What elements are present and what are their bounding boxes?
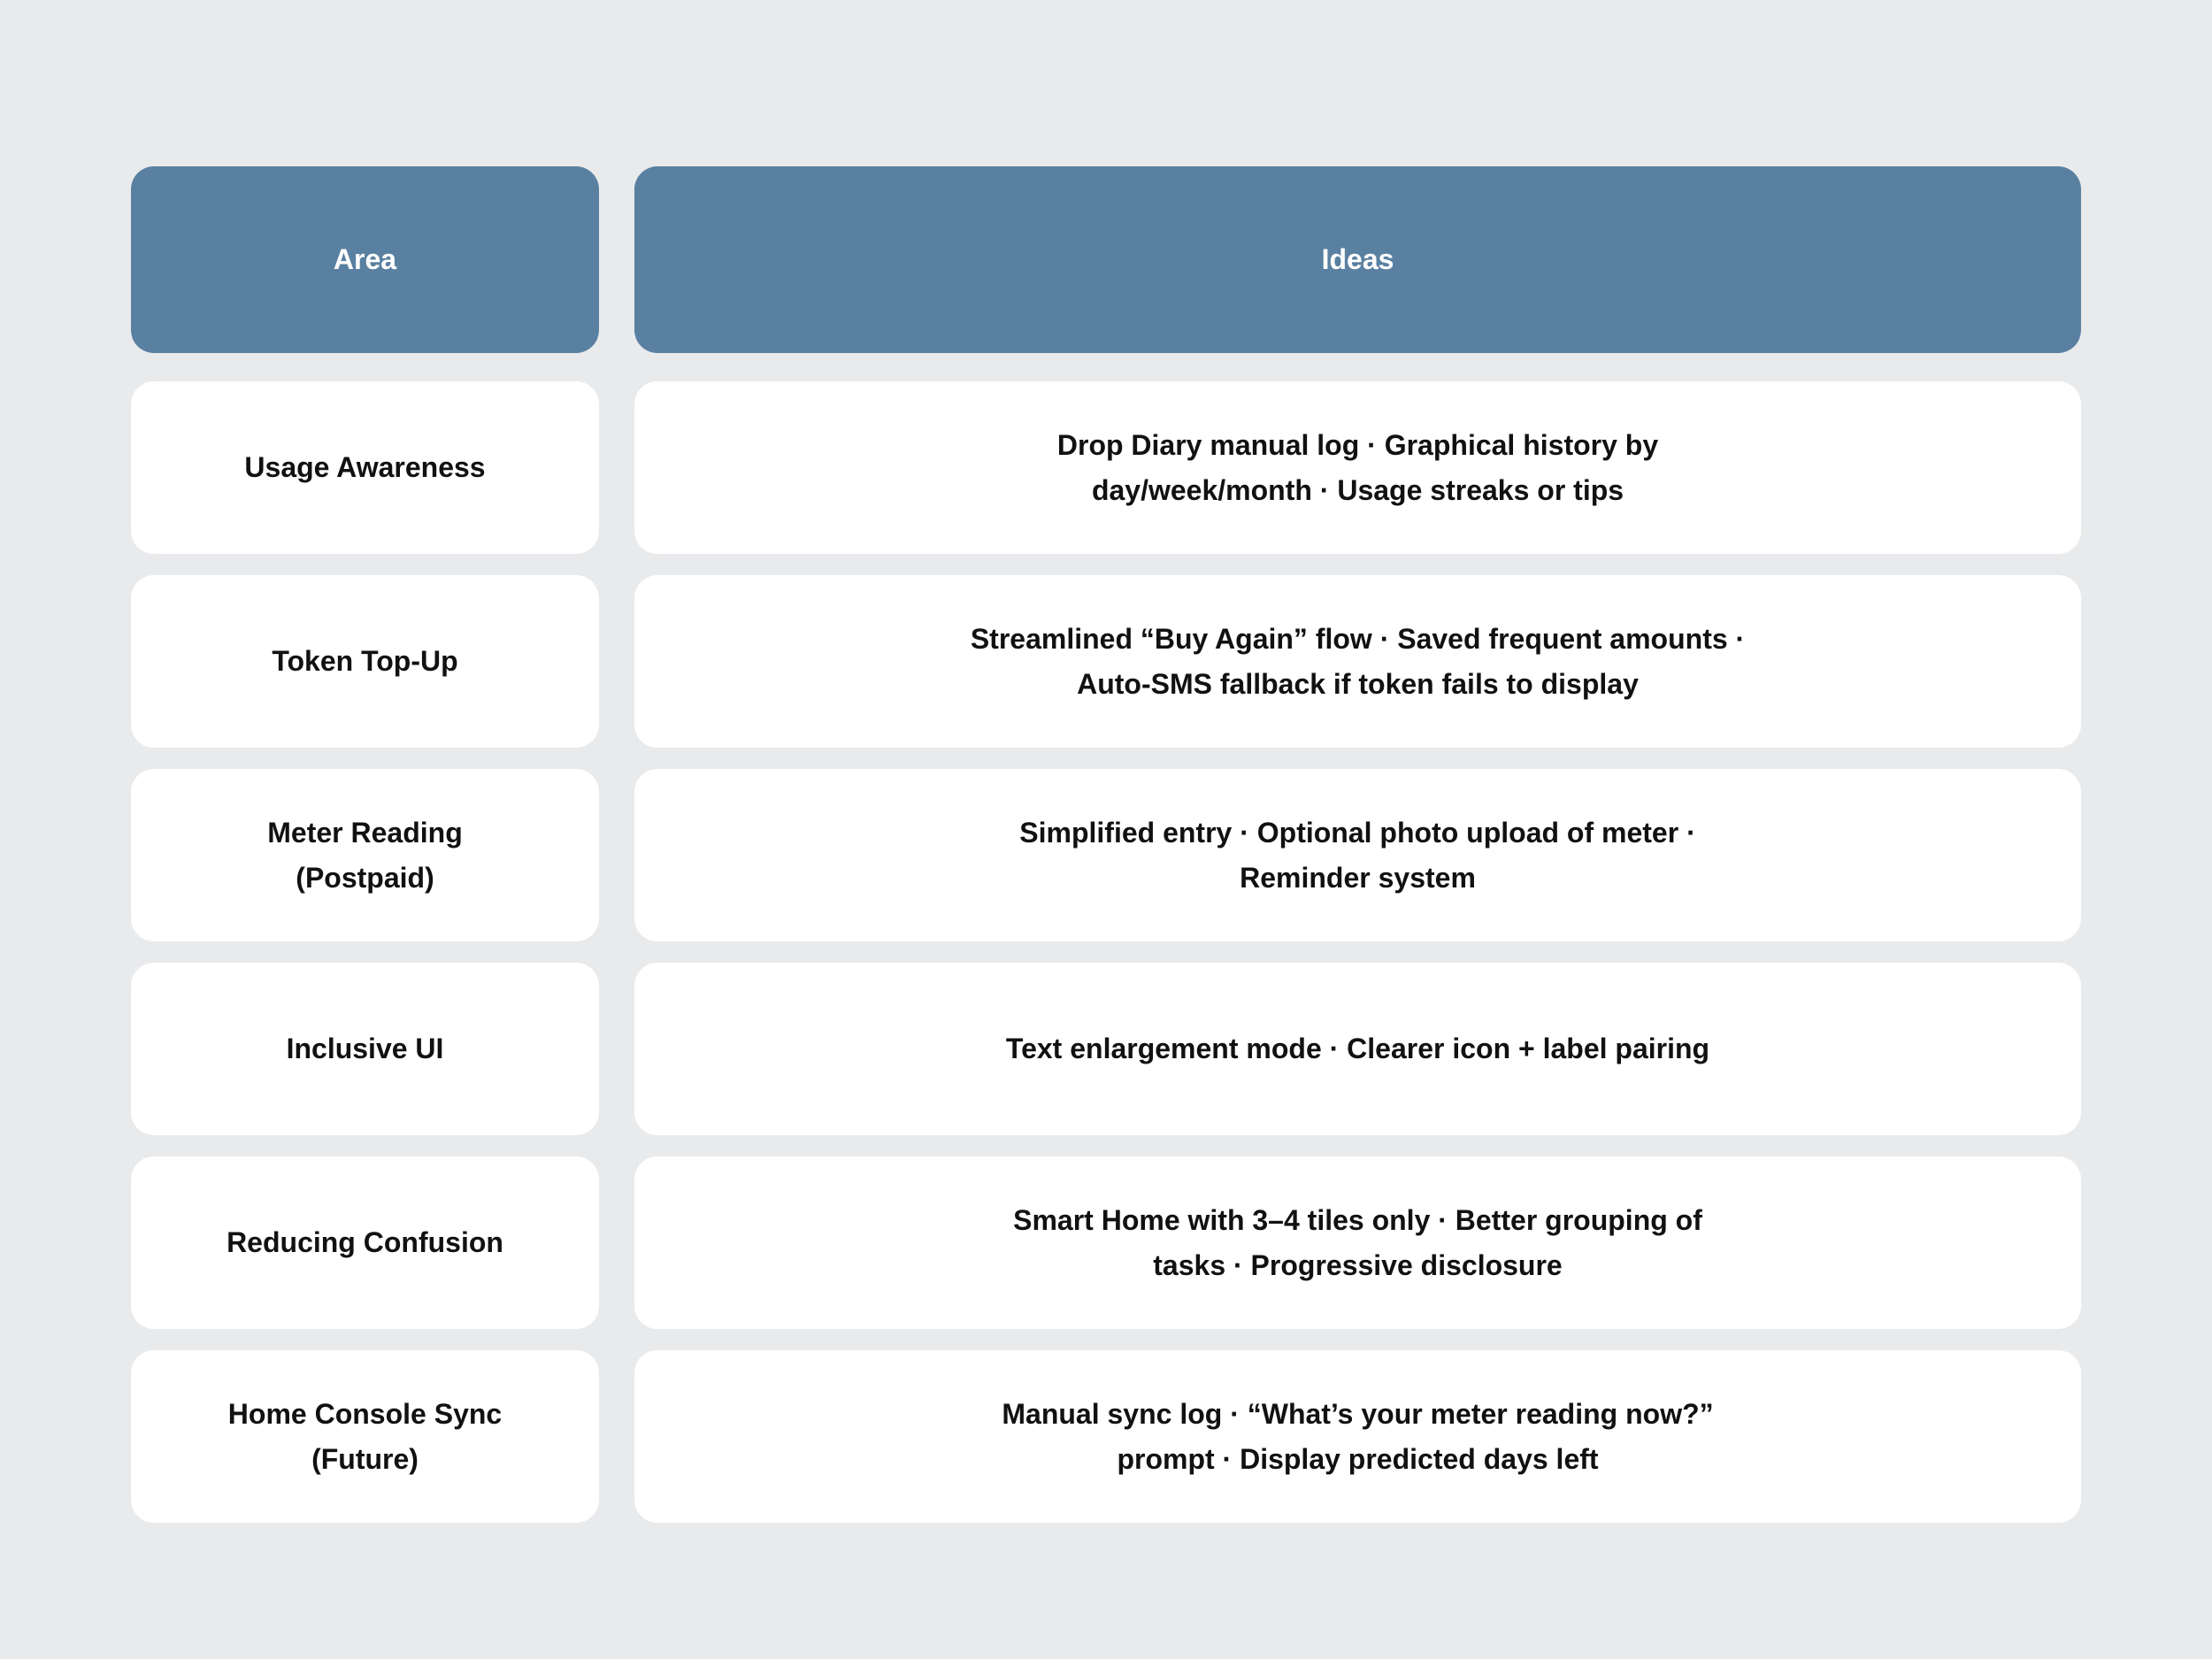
table-header-row (131, 166, 2081, 353)
ideas-cell (634, 963, 2081, 1135)
area-cell (131, 963, 599, 1135)
area-cell-text: Reducing Confusion (227, 1226, 503, 1258)
ideas-cell-text: Streamlined “Buy Again” flow · Saved frequent amounts · Auto-SMS fallback if token fails to display (970, 622, 1746, 700)
area-cell-text: Token Top-Up (272, 645, 458, 677)
table-row (131, 963, 2081, 1135)
area-cell-text: Usage Awareness (244, 451, 486, 483)
ideas-table (131, 166, 2081, 1544)
area-cell-text: Inclusive UI (286, 1033, 444, 1064)
area-cell (131, 575, 599, 748)
table-row (131, 575, 2081, 748)
header-ideas: Ideas (634, 166, 2081, 353)
ideas-cell-text: Manual sync log · “What’s your meter reading now?” prompt · Display predicted days left (1002, 1397, 1714, 1475)
area-cell (131, 1350, 599, 1523)
ideas-cell-text: Text enlargement mode · Clearer icon + label pairing (1005, 1033, 1710, 1064)
ideas-cell-text: Smart Home with 3–4 tiles only · Better grouping of tasks · Progressive disclosure (1013, 1203, 1702, 1281)
header-area: Area (131, 166, 599, 353)
area-cell-text: Meter Reading (Postpaid) (267, 816, 463, 894)
area-cell-text: Home Console Sync (Future) (227, 1397, 503, 1475)
table-row (131, 1156, 2081, 1329)
ideas-cell (634, 575, 2081, 748)
ideas-cell-text: Drop Diary manual log · Graphical history by day/week/month · Usage streaks or tips (1056, 428, 1659, 506)
ideas-cell (634, 381, 2081, 554)
ideas-cell (634, 1156, 2081, 1329)
table-row (131, 769, 2081, 941)
ideas-cell (634, 1350, 2081, 1523)
table-row (131, 1350, 2081, 1523)
area-cell (131, 769, 599, 941)
ideas-cell-text: Simplified entry · Optional photo upload of meter · Reminder system (1019, 816, 1696, 894)
table-row (131, 381, 2081, 554)
area-cell (131, 1156, 599, 1329)
ideas-cell (634, 769, 2081, 941)
area-cell (131, 381, 599, 554)
